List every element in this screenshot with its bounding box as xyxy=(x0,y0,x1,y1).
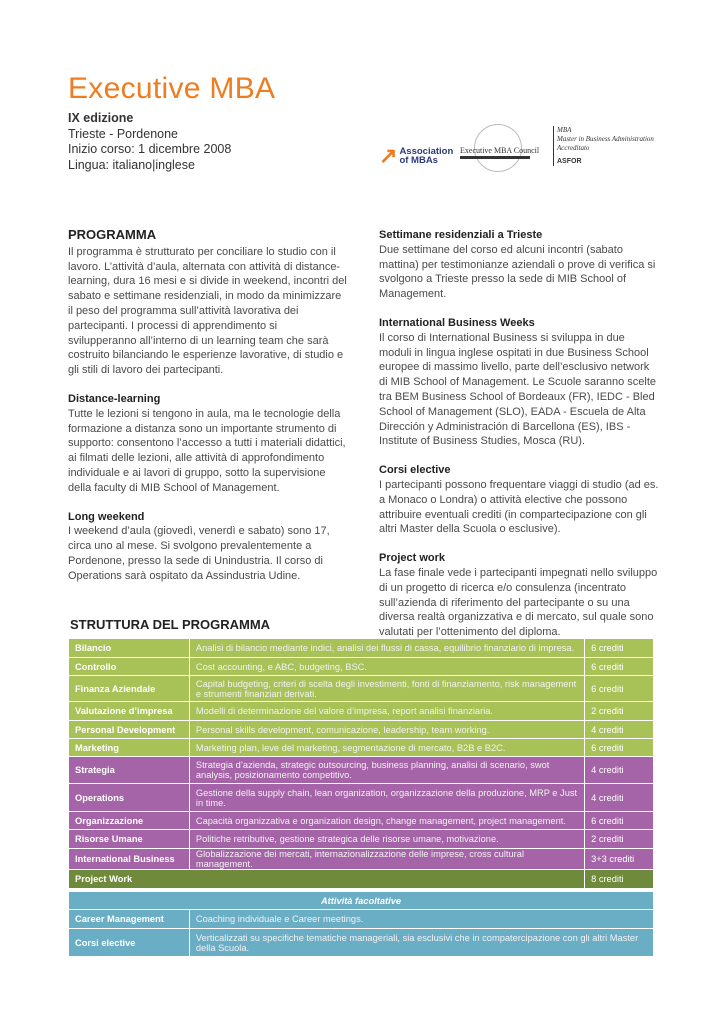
table-row xyxy=(69,784,654,812)
program-table xyxy=(68,638,654,957)
module-credits: 8 crediti xyxy=(585,870,654,889)
module-credits: 4 crediti xyxy=(585,721,654,739)
section-heading: PROGRAMMA xyxy=(68,227,157,242)
course-info xyxy=(68,111,231,173)
module-name: Corsi elective xyxy=(69,929,190,957)
start-label: Inizio corso xyxy=(68,142,132,156)
module-name: Operations xyxy=(69,784,190,812)
asfor-text-2: Master in Business Administration xyxy=(557,135,654,143)
optional-header-row xyxy=(69,892,654,910)
module-name: Strategia xyxy=(69,757,190,784)
language-label: Lingua xyxy=(68,157,106,172)
module-name: Finanza Aziendale xyxy=(69,676,190,702)
table-row xyxy=(69,812,654,830)
accreditation-logos xyxy=(375,122,665,177)
paragraph: I weekend d’aula (giovedì, venerdì e sabato) sono 17, circa uno al mese. Si svolgono prevalentemente a Pordenone, presso la sede di Unindustria. Il corso di Operations sarà ospitato da Assindustria Udine. xyxy=(68,525,330,582)
module-description: Cost accounting, e ABC, budgeting, BSC. xyxy=(189,658,584,676)
subheading: Long weekend xyxy=(68,510,145,523)
location: Trieste - Pordenone xyxy=(68,126,179,141)
module-description: Analisi di bilancio mediante indici, analisi dei flussi di cassa, equilibrio finanziario di impresa. xyxy=(189,639,584,658)
module-name: International Business xyxy=(69,849,190,870)
module-description: Coaching individuale e Career meetings. xyxy=(189,910,653,929)
module-name: Organizzazione xyxy=(69,812,190,830)
paragraph: Tutte le lezioni si tengono in aula, ma le tecnologie della formazione a distanza sono un importante strumento di supporto: consentono l’accesso a tutti i materiali didattici, ai filmati delle lezioni, alle attività di approfondimento individuale e ai lavori di gruppo, sotto la supervisione della faculty di MIB School of Management. xyxy=(68,407,346,494)
module-credits: 6 crediti xyxy=(585,676,654,702)
module-credits: 6 crediti xyxy=(585,658,654,676)
module-name: Risorse Umane xyxy=(69,830,190,849)
paragraph: Due settimane del corso ed alcuni incontri (sabato mattina) per testimonianze aziendali o prove di verifica si svolgono a Trieste presso la sede di MIB School of Management. xyxy=(379,243,656,301)
table-row xyxy=(69,639,654,658)
table-row xyxy=(69,676,654,702)
asfor-text-3: Accreditato xyxy=(557,144,590,152)
module-description: Capacità organizzativa e organization design, change management, project management. xyxy=(189,812,584,830)
edition: IX edizione xyxy=(68,111,134,125)
table-row xyxy=(69,910,654,929)
amba-text-2: of MBAs xyxy=(399,155,438,166)
module-name: Valutazione d’impresa xyxy=(69,702,190,721)
asfor-logo xyxy=(553,126,654,166)
table-row xyxy=(69,929,654,957)
emba-text: Executive MBA Council xyxy=(460,146,540,155)
table-row xyxy=(69,658,654,676)
module-description: Politiche retributive, gestione strategica delle risorse umane, motivazione. xyxy=(189,830,584,849)
module-name: Personal Development xyxy=(69,721,190,739)
table-row xyxy=(69,739,654,757)
asfor-text-1: MBA xyxy=(557,126,572,134)
module-description: Capital budgeting, criteri di scelta degli investimenti, fonti di finanziamento, risk management e strumenti finanziari derivati. xyxy=(189,676,584,702)
module-name: Bilancio xyxy=(69,639,190,658)
module-name: Project Work xyxy=(69,870,585,889)
module-credits: 3+3 crediti xyxy=(585,849,654,870)
emba-council-logo xyxy=(460,122,540,177)
module-description: Strategia d’azienda, strategic outsourcing, business planning, analisi di scenario, swot analysis, posizionamento competitivo. xyxy=(189,757,584,784)
start-value: : 1 dicembre 2008 xyxy=(131,142,232,156)
table-row xyxy=(69,757,654,784)
arrow-icon: ↗ xyxy=(379,143,398,168)
module-name: Marketing xyxy=(69,739,190,757)
paragraph: Il corso di International Business si sviluppa in due moduli in lingua inglese ospitati in due Business School europee di massimo livello, parte dell’esclusivo network di MIB School of Management. Le Scuole saranno scelte tra BEM Business School of Bordeaux (FR), IEDC - Bled School of Management (SLO), EADA - Escuela de Alta Dirección y Administración di Barcellona (ES), IBS - Institute of Business Studies, Mosca (RU). xyxy=(379,331,656,448)
module-credits: 4 crediti xyxy=(585,757,654,784)
subheading: Settimane residenziali a Trieste xyxy=(379,229,543,241)
module-description: Globalizzazione dei mercati, internazionalizzazione delle imprese, cross cultural management. xyxy=(189,849,584,870)
module-description: Marketing plan, leve del marketing, segmentazione di mercato, B2B e B2C. xyxy=(189,739,584,757)
amba-text-1: Association xyxy=(399,146,454,157)
module-credits: 2 crediti xyxy=(585,830,654,849)
structure-heading: STRUTTURA DEL PROGRAMMA xyxy=(70,617,271,632)
table-row xyxy=(69,849,654,870)
paragraph: I partecipanti possono frequentare viaggi di studio (ad es. a Monaco o Londra) o attività elective che possono attribuire eventuali crediti (in compartecipazione con gli altri Master della Scuola o esclusive). xyxy=(379,478,659,536)
module-description: Gestione della supply chain, lean organization, organizzazione della produzione, MRP e Just in time. xyxy=(189,784,584,812)
module-description: Verticalizzati su specifiche tematiche manageriali, sia esclusivi che in compatercipazione con gli altri Master della Scuola. xyxy=(189,929,653,957)
module-credits: 6 crediti xyxy=(585,739,654,757)
module-credits: 2 crediti xyxy=(585,702,654,721)
page-title: Executive MBA xyxy=(68,72,276,105)
language-value: : italiano|inglese xyxy=(105,157,195,172)
subheading: Corsi elective xyxy=(379,464,451,477)
module-description: Personal skills development, comunicazione, leadership, team working. xyxy=(189,721,584,739)
right-column xyxy=(379,228,659,640)
paragraph: La fase finale vede i partecipanti impegnati nello sviluppo di un progetto di ricerca e/o consulenza (incentrato sull’azienda di riferimento del partecipante o su una diversa realtà organizzativa e di mercato, sul quale sono valutati per l’ottenimento del diploma. xyxy=(379,566,658,639)
table-row xyxy=(69,830,654,849)
table-row xyxy=(69,702,654,721)
left-column xyxy=(68,228,348,584)
subheading: Project work xyxy=(379,552,446,565)
module-name: Controllo xyxy=(69,658,190,676)
module-credits: 6 crediti xyxy=(585,812,654,830)
optional-heading: Attività facoltative xyxy=(69,892,654,910)
table-row xyxy=(69,721,654,739)
table-row-project-work xyxy=(69,870,654,889)
intro-text: Il programma è strutturato per conciliare lo studio con il lavoro. L’attività d’aula, alternata con attività di distance-learning, dura 16 mesi e si divide in weekend, incontri del sabato e settimane residenziali, in modo da minimizzare il peso del programma sull’attività lavorativa dei partecipanti. I processi di apprendimento si svilupperanno all’interno di un learning team che sarà costruito bilanciando le esperienze lavorative, di studio e gli stili di lavoro dei partecipanti. xyxy=(68,245,347,377)
amba-logo xyxy=(379,143,454,168)
subheading: International Business Weeks xyxy=(379,316,535,329)
module-description: Modelli di determinazione del valore d’impresa, report analisi finanziaria. xyxy=(189,702,584,721)
asfor-text-4: ASFOR xyxy=(557,158,582,165)
module-credits: 4 crediti xyxy=(585,784,654,812)
module-name: Career Management xyxy=(69,910,190,929)
module-credits: 6 crediti xyxy=(585,639,654,658)
subheading: Distance-learning xyxy=(68,392,161,405)
